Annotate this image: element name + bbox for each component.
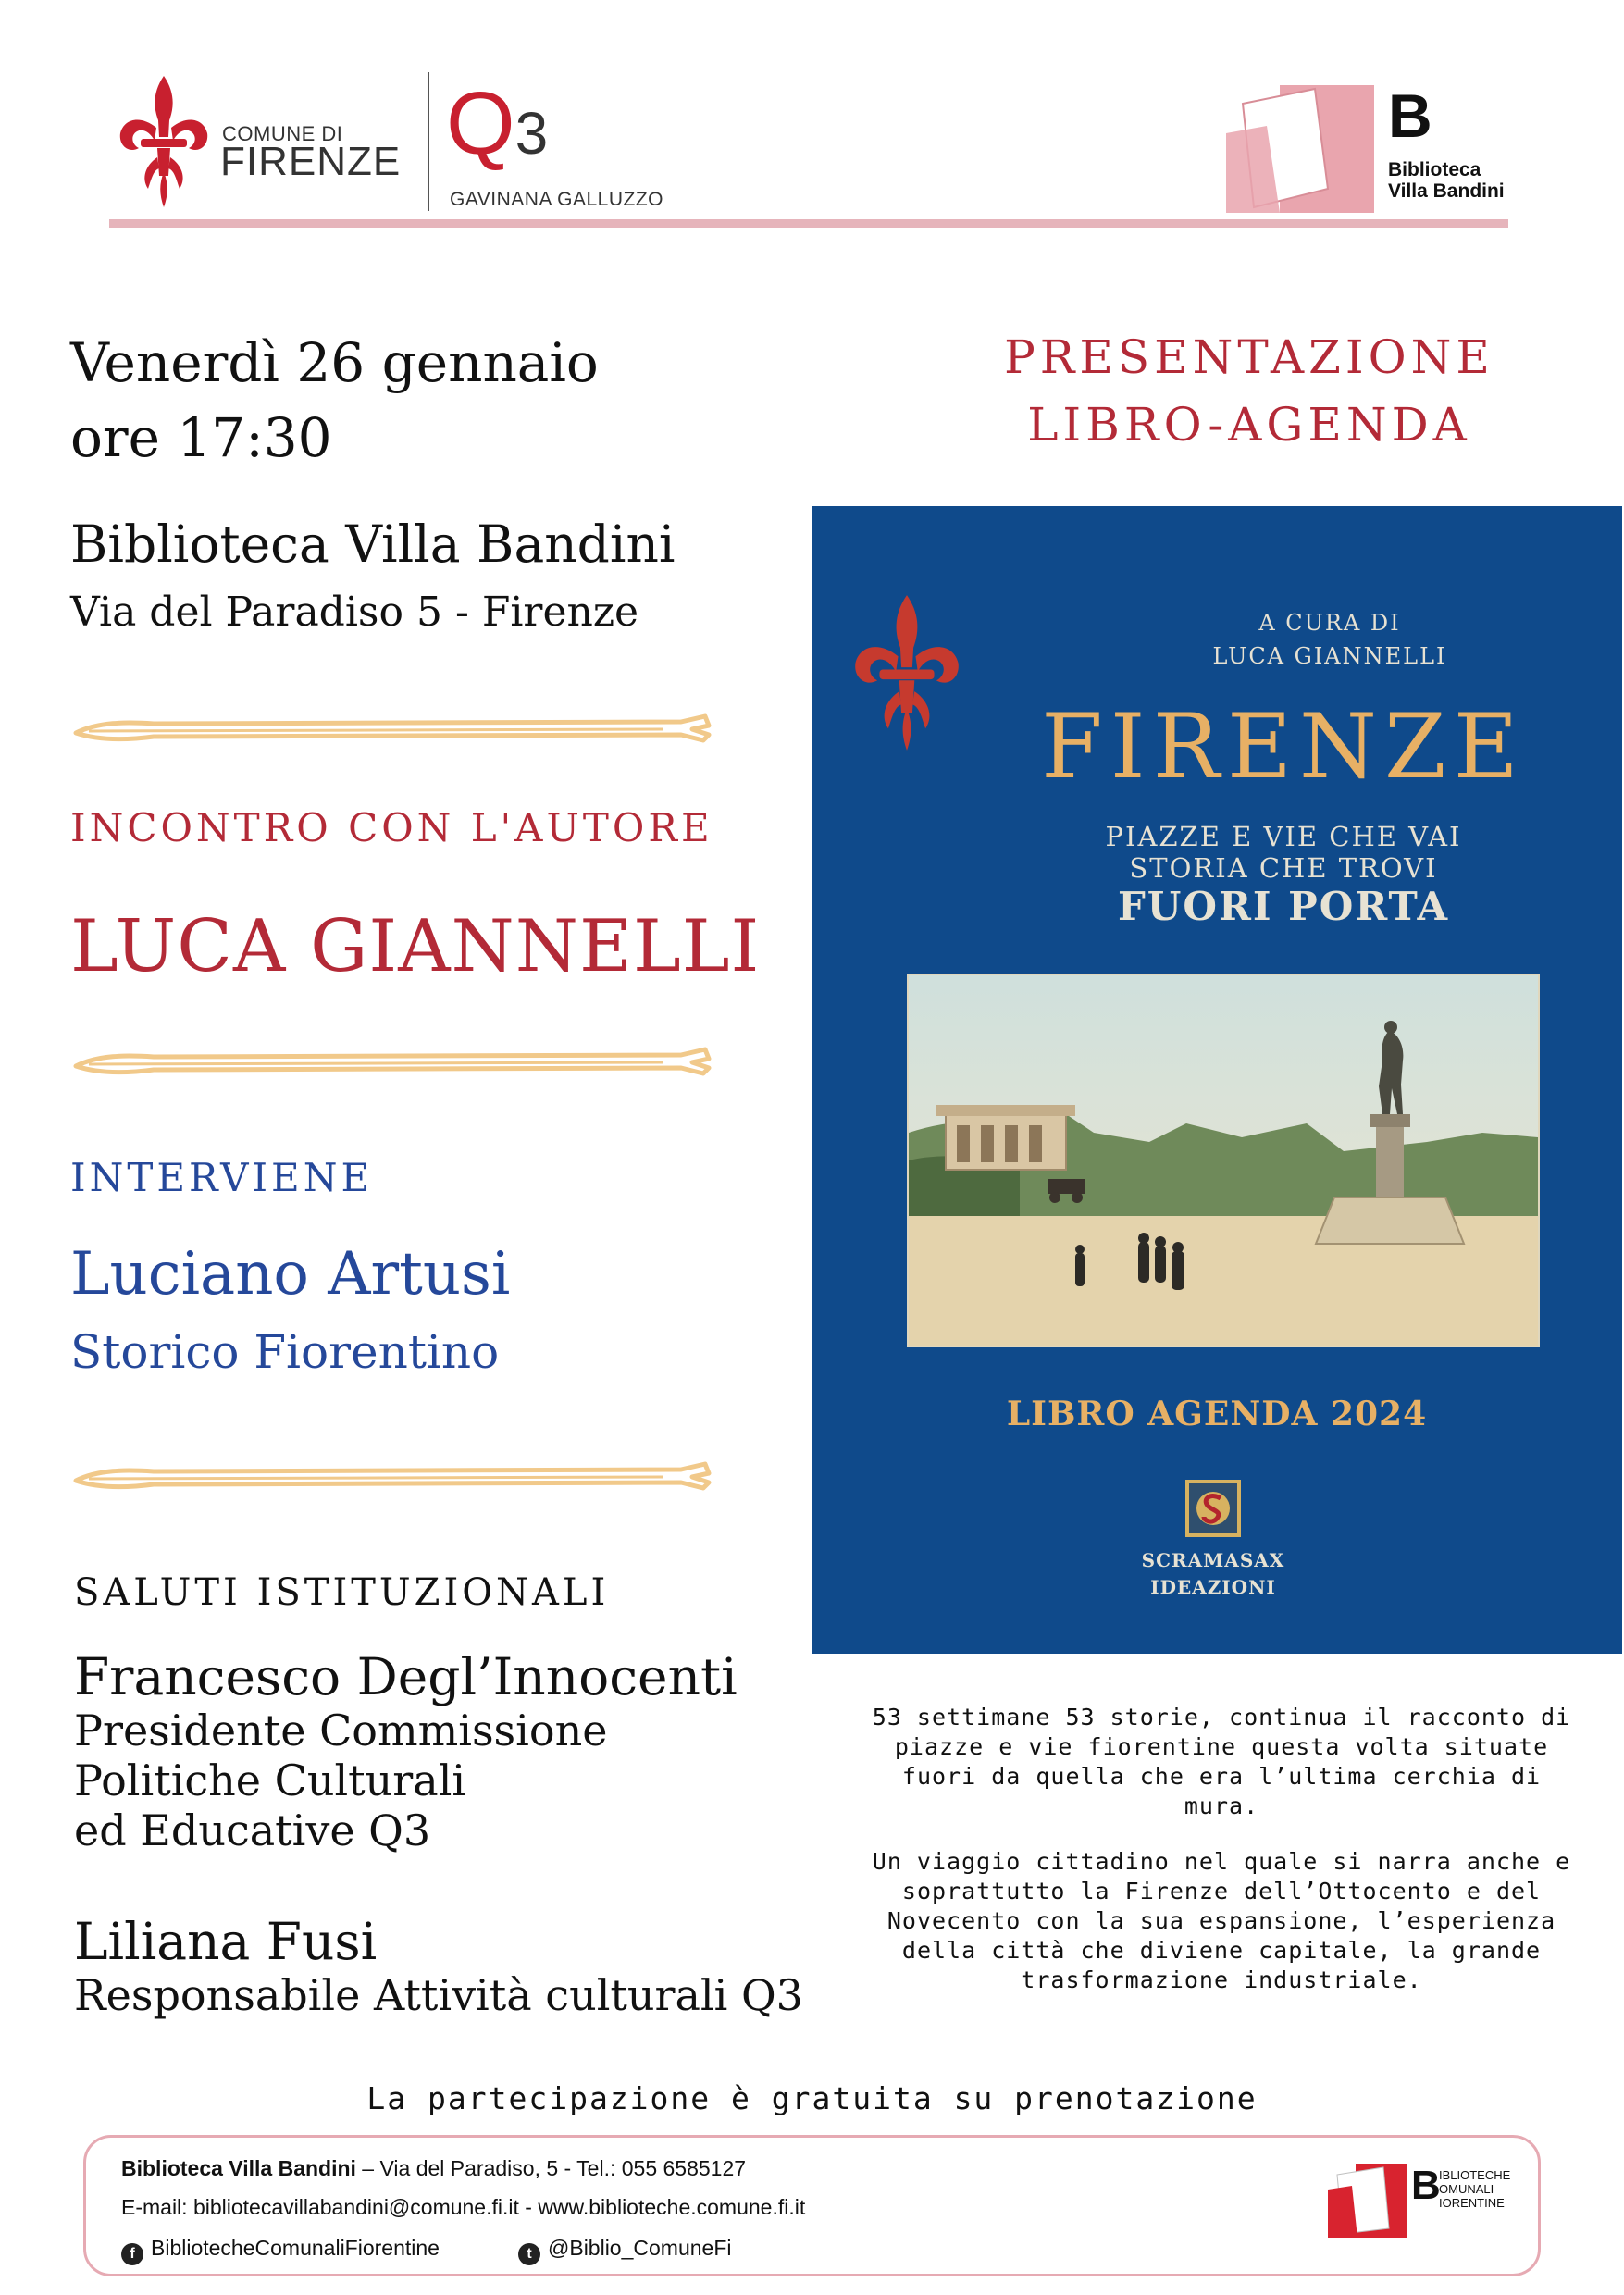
- event-time: ore 17:30: [70, 406, 332, 470]
- speaker-name: Luciano Artusi: [70, 1240, 511, 1309]
- contact-email-web[interactable]: E-mail: bibliotecavillabandini@comune.fi.it - www.biblioteche.comune.fi.it: [121, 2195, 806, 2219]
- footer-logo-line-2: OMUNALI: [1439, 2181, 1494, 2196]
- presentation-line-1: PRESENTAZIONE: [1004, 330, 1494, 384]
- twitter-handle: @Biblio_ComuneFi: [548, 2236, 732, 2260]
- contact-box: [83, 2135, 1541, 2276]
- book-subtitle-line-3: FUORI PORTA: [1117, 884, 1450, 929]
- speaker-section-label: INTERVIENE: [70, 1155, 374, 1200]
- footer-logo-line-1: IBLIOTECHE: [1439, 2168, 1511, 2182]
- footer-logo-letter: B: [1411, 2163, 1441, 2208]
- book-title: FIRENZE: [1041, 695, 1526, 799]
- book-curator-line-2: LUCA GIANNELLI: [1212, 643, 1447, 669]
- venue-address: Via del Paradiso 5 - Firenze: [70, 589, 639, 636]
- book-subtitle-line-1: PIAZZE E VIE CHE VAI: [1105, 821, 1462, 852]
- divider-bow-2: [70, 1046, 718, 1083]
- logo-divider: [428, 72, 429, 211]
- book-agenda-label: LIBRO AGENDA 2024: [1006, 1395, 1428, 1433]
- book-cover-painting: [907, 974, 1540, 1347]
- venue-name: Biblioteca Villa Bandini: [70, 515, 676, 574]
- q3-number: 3: [514, 100, 549, 167]
- facebook-icon: f: [121, 2243, 143, 2265]
- greeter-2-role-line-1: Responsabile Attività culturali Q3: [74, 1970, 803, 2020]
- header-rule: [109, 219, 1508, 228]
- book-curator-line-1: A CURA DI: [1258, 610, 1401, 636]
- contact-library-name: Biblioteca Villa Bandini: [121, 2156, 356, 2180]
- twitter-link[interactable]: [518, 2236, 732, 2265]
- book-publisher: [1117, 1547, 1309, 1601]
- description-paragraph-2: Un viaggio cittadino nel quale si narra anche e soprattutto la Firenze dell’Ottocento e del Novecento con la sua espansione, l’esperienza della città che diviene capitale, la grande trasformazione industriale.: [872, 1848, 1571, 1993]
- firenze-label: FIRENZE: [220, 139, 402, 184]
- event-datetime: [70, 326, 599, 476]
- q3-letter: Q: [446, 74, 515, 173]
- book-subtitle-line-2: STORIA CHE TROVI: [1129, 852, 1438, 884]
- event-date: Venerdì 26 gennaio: [70, 331, 599, 394]
- footer-library-logo-icon: [1328, 2164, 1407, 2238]
- contact-address-phone: – Via del Paradiso, 5 - Tel.: 055 6585127: [355, 2156, 747, 2180]
- facebook-handle: BibliotecheComunaliFiorentine: [151, 2236, 440, 2260]
- greeter-2: [74, 1912, 803, 2021]
- florence-lily-logo: [113, 72, 215, 211]
- greeter-1-role-line-2: Politiche Culturali: [74, 1755, 466, 1805]
- greetings-label: SALUTI ISTITUZIONALI: [74, 1571, 610, 1614]
- library-logo-letter: B: [1388, 81, 1432, 150]
- footer-logo-line-3: IORENTINE: [1439, 2195, 1505, 2210]
- presentation-title: [972, 324, 1527, 458]
- divider-bow-1: [70, 713, 718, 750]
- library-logo-text: [1388, 159, 1505, 202]
- greeter-1-role-line-1: Presidente Commissione: [74, 1706, 608, 1755]
- facebook-link[interactable]: [121, 2236, 440, 2265]
- q3-subtitle: GAVINANA GALLUZZO: [450, 189, 663, 210]
- greeter-2-name: Liliana Fusi: [74, 1912, 378, 1971]
- comune-label: COMUNE DI: [222, 122, 343, 145]
- publisher-emblem-icon: [1185, 1480, 1241, 1537]
- greeter-1-name: Francesco Degl’Innocenti: [74, 1647, 738, 1706]
- library-logo-icon: [1226, 85, 1374, 213]
- footer-logo-text: [1439, 2169, 1510, 2211]
- twitter-icon: t: [518, 2243, 540, 2265]
- publisher-line-1: SCRAMASAX: [1141, 1549, 1285, 1571]
- q3-logo: [446, 74, 549, 173]
- book-cover: [812, 506, 1622, 1654]
- library-logo-line2: Villa Bandini: [1388, 180, 1505, 203]
- library-logo-line1: Biblioteca: [1388, 159, 1481, 180]
- presentation-line-2: LIBRO-AGENDA: [1027, 397, 1471, 452]
- author-section-label: INCONTRO CON L'AUTORE: [70, 805, 713, 850]
- participation-note: La partecipazione è gratuita su prenotazione: [366, 2080, 1258, 2116]
- greeter-1-role-line-3: ed Educative Q3: [74, 1805, 431, 1855]
- contact-address-line: [121, 2156, 746, 2181]
- speaker-role: Storico Fiorentino: [70, 1325, 500, 1379]
- author-name: LUCA GIANNELLI: [70, 905, 761, 988]
- book-lily-emblem: [847, 571, 967, 775]
- description-paragraph-1: 53 settimane 53 storie, continua il racconto di piazze e vie fiorentine questa volta situate fuori da quella che era l’ultima cerchia di mura.: [872, 1704, 1571, 1819]
- publisher-line-2: IDEAZIONI: [1150, 1576, 1276, 1598]
- divider-bow-3: [70, 1460, 718, 1497]
- greeter-1: [74, 1647, 738, 1855]
